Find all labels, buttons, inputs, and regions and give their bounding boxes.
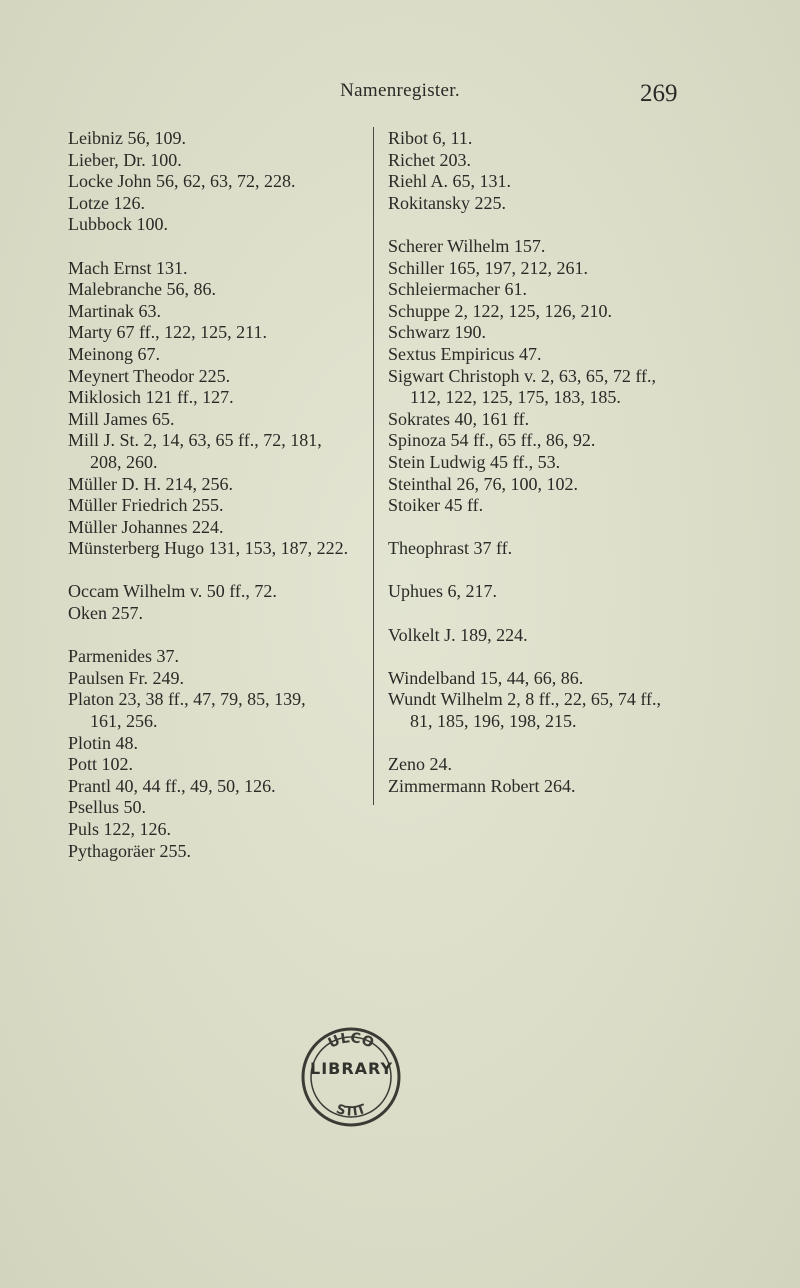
index-entry-text: Schuppe 2, 122, 125, 126, 210. [388,300,612,321]
index-entry [68,474,368,496]
index-entry [68,517,368,539]
index-entry [388,625,748,647]
index-entry-text: Oken 257. [68,603,143,624]
index-entry-continuation: 112, 122, 125, 175, 183, 185. [410,387,621,408]
index-entry [388,776,748,798]
index-entry-text: Schwarz 190. [388,322,486,343]
index-entry-text: Malebranche 56, 86. [68,279,216,300]
index-entry-text: Spinoza 54 ff., 65 ff., 86, 92. [388,430,596,451]
index-entry [68,689,368,732]
index-entry-text: Müller Johannes 224. [68,516,224,537]
index-entry-text: Zimmermann Robert 264. [388,775,576,796]
index-entry [68,214,368,236]
index-entry-text: Müller D. H. 214, 256. [68,473,233,494]
index-entry [68,733,368,755]
index-entry [68,344,368,366]
index-entry-text: Steinthal 26, 76, 100, 102. [388,473,578,494]
entry-gap [388,646,748,668]
index-entry [68,581,368,603]
svg-text:STIT [334,1102,368,1120]
index-entry-text: Mill James 65. [68,408,175,429]
index-entry-text: Richet 203. [388,149,471,170]
index-entry-text: Meinong 67. [68,343,160,364]
index-entry-text: Parmenides 37. [68,646,179,667]
index-entry-text: Müller Friedrich 255. [68,495,224,516]
index-entry [68,409,368,431]
page-header-title: Namenregister. [340,80,460,101]
index-column-left [68,128,368,862]
index-column-right [388,128,748,797]
index-entry [388,754,748,776]
index-entry [388,495,748,517]
index-entry [388,171,748,193]
index-entry-text: Stoiker 45 ff. [388,495,484,516]
column-divider [373,127,374,805]
index-entry-text: Sextus Empiricus 47. [388,343,542,364]
index-entry-text: Occam Wilhelm v. 50 ff., 72. [68,581,277,602]
index-entry-text: Mach Ernst 131. [68,257,188,278]
index-entry [68,150,368,172]
index-entry [68,776,368,798]
index-entry [68,387,368,409]
index-entry [68,322,368,344]
index-entry-continuation: 81, 185, 196, 198, 215. [410,711,577,732]
index-entry-text: Lubbock 100. [68,214,168,235]
index-entry-text: Puls 122, 126. [68,819,172,839]
index-entry-text: Uphues 6, 217. [388,581,497,602]
index-entry [68,171,368,193]
entry-gap [388,733,748,755]
index-entry [68,603,368,625]
index-entry [388,409,748,431]
index-entry-text: Paulsen Fr. 249. [68,667,185,688]
index-entry [388,581,748,603]
page-number: 269 [640,80,678,107]
index-entry [388,128,748,150]
index-entry-continuation: 161, 256. [90,711,158,732]
index-entry-text: Locke John 56, 62, 63, 72, 228. [68,171,296,192]
index-entry [68,366,368,388]
index-entry [388,430,748,452]
index-entry [388,668,748,690]
index-entry-text: Zeno 24. [388,754,452,775]
entry-gap [388,603,748,625]
index-entry-text: Münsterberg Hugo 131, 153, 187, 222. [68,538,349,559]
index-entry-text: Scherer Wilhelm 157. [388,235,546,256]
index-entry [388,150,748,172]
entry-gap [388,517,748,539]
index-entry [388,474,748,496]
index-entry [388,193,748,215]
index-entry-text: Schleiermacher 61. [388,279,527,300]
index-entry-text: Lieber, Dr. 100. [68,149,182,170]
index-entry-text: Sokrates 40, 161 ff. [388,408,530,429]
index-entry-text: Marty 67 ff., 122, 125, 211. [68,322,267,343]
index-entry-text: Miklosich 121 ff., 127. [68,387,234,408]
index-entry-text: Schiller 165, 197, 212, 261. [388,257,588,278]
index-entry-text: Pythagoräer 255. [68,840,191,861]
entry-gap [68,625,368,647]
index-entry-text: Lotze 126. [68,192,145,213]
index-entry [68,668,368,690]
index-entry-text: Rokitansky 225. [388,192,507,213]
index-entry-text: Mill J. St. 2, 14, 63, 65 ff., 72, 181, [68,430,322,451]
stamp-top-text: ULCO [325,1030,377,1052]
index-entry-text: Prantl 40, 44 ff., 49, 50, 126. [68,775,276,796]
index-entry [68,128,368,150]
index-entry [388,236,748,258]
index-entry [388,344,748,366]
index-entry-text: Pott 102. [68,754,134,775]
entry-gap [68,236,368,258]
entry-gap [388,560,748,582]
index-entry [68,797,368,819]
index-entry-text: Meynert Theodor 225. [68,365,231,386]
index-entry [388,689,748,732]
index-entry [388,258,748,280]
index-entry [68,193,368,215]
index-entry-text: Stein Ludwig 45 ff., 53. [388,451,561,472]
index-entry-text: Volkelt J. 189, 224. [388,624,528,645]
index-entry-text: Riehl A. 65, 131. [388,171,512,192]
index-entry [68,538,368,560]
index-entry [388,279,748,301]
index-entry [388,452,748,474]
index-entry [68,279,368,301]
stamp-bottom-text: STIT [334,1101,368,1120]
index-entry [68,841,368,863]
index-entry-text: Ribot 6, 11. [388,128,473,148]
index-entry-text: Windelband 15, 44, 66, 86. [388,667,584,688]
index-entry [68,754,368,776]
index-entry-text: Platon 23, 38 ff., 47, 79, 85, 139, [68,689,306,710]
index-entry [68,301,368,323]
index-entry-text: Leibniz 56, 109. [68,128,186,148]
index-entry-text: Psellus 50. [68,797,147,818]
index-entry-text: Plotin 48. [68,732,139,753]
entry-gap [68,560,368,582]
index-entry [388,366,748,409]
index-entry [68,495,368,517]
index-entry [68,258,368,280]
index-entry [68,819,368,841]
index-entry [388,538,748,560]
entry-gap [388,214,748,236]
index-entry-text: Theophrast 37 ff. [388,538,513,559]
index-entry [388,322,748,344]
index-entry [68,646,368,668]
index-entry-text: Wundt Wilhelm 2, 8 ff., 22, 65, 74 ff., [388,689,662,710]
index-entry-continuation: 208, 260. [90,451,158,472]
index-entry [388,301,748,323]
index-entry-text: Martinak 63. [68,300,161,321]
index-entry-text: Sigwart Christoph v. 2, 63, 65, 72 ff., [388,365,656,386]
stamp-center-text: LIBRARY [310,1059,394,1078]
index-entry [68,430,368,473]
